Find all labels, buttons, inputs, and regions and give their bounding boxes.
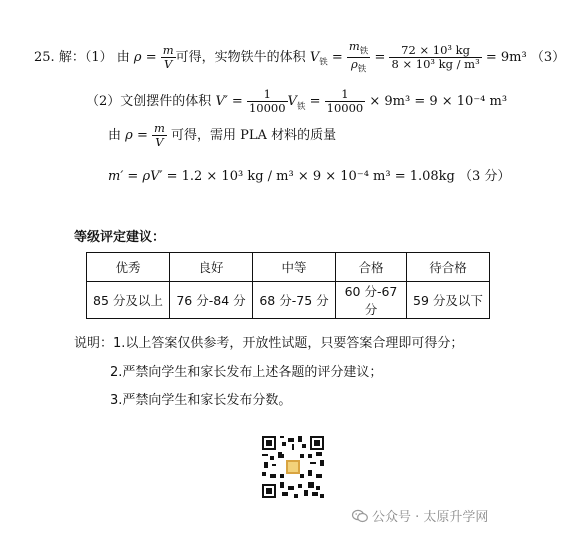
grade-range: 85 分及以上 (87, 282, 170, 319)
part2-line2-text: 可得，需用 PLA 材料的质量 (171, 128, 337, 144)
q25-part2-line2: 由 ρ = $\frac{m}{V}$ 可得，需用 PLA 材料的质量 (108, 121, 337, 150)
grading-table (86, 252, 490, 319)
grade-header: 良好 (170, 253, 253, 282)
part2-result: × 9m³ = 9 × 10⁻⁴ m³ (369, 94, 508, 110)
part1-marker: （1） (84, 50, 113, 66)
answer-label: 解： (58, 50, 85, 66)
grade-range: 59 分及以下 (407, 282, 490, 319)
grading-heading: 等级评定建议： (74, 230, 166, 245)
note-line-1: 说明：1.以上答案仅供参考，开放性试题，只要答案合理即可得分； (74, 336, 464, 351)
note-line-3: 3.严禁向学生和家长发布分数。 (110, 393, 292, 408)
part2-mass-result: = 1.2 × 10³ kg / m³ × 9 × 10⁻⁴ m³ = 1.08kg （3 分） (166, 169, 511, 184)
part1-numerator: 72 × 10³ kg (389, 44, 481, 58)
grade-header: 优秀 (87, 253, 170, 282)
part2-marker: （2） (86, 94, 121, 110)
part1-score: （3） (530, 50, 565, 66)
part1-intro: 由 (116, 50, 130, 66)
q25-part2-line1: （2）文创摆件的体积 V′ = $\frac{1}{10000}$ $V_铁$ = $\frac{1}{10000}$ × 9m³ = 9 × 10⁻⁴ m³ (86, 87, 508, 116)
grade-range: 60 分-67 分 (336, 282, 407, 319)
grade-range: 76 分-84 分 (170, 282, 253, 319)
part1-text: 可得，实物铁牛的体积 (175, 50, 306, 66)
grade-header: 中等 (253, 253, 336, 282)
part2-line2-intro: 由 (108, 128, 122, 144)
qr-code[interactable] (262, 436, 324, 498)
q25-part1-line: 25. 解：（1） 由 ρ = $\frac{m}{V}$ 可得，实物铁牛的体积 $V_铁$ = $\frac{m_铁}{\rho_铁}$ = $\frac{\text{72 × 10³ kg}}{\text{8 × 10³ kg / m³}}$ = 9m³ （3） (34, 39, 565, 75)
grading-range-row (87, 282, 490, 319)
grade-header: 待合格 (407, 253, 490, 282)
wechat-icon (352, 509, 368, 523)
part1-denominator: 8 × 10³ kg / m³ (391, 57, 480, 72)
note-line-2: 2.严禁向学生和家长发布上述各题的评分建议； (110, 365, 383, 380)
grading-header-row (87, 253, 490, 282)
grade-header: 合格 (336, 253, 407, 282)
grade-range: 68 分-75 分 (253, 282, 336, 319)
question-number: 25. (34, 50, 55, 66)
part2-text: 文创摆件的体积 (120, 94, 212, 110)
watermark-text: 公众号 · 太原升学网 (372, 510, 489, 525)
qr-code-image (262, 436, 324, 498)
watermark (352, 506, 488, 525)
part1-result: = 9m³ (485, 50, 527, 66)
q25-part2-line3: m′ = ρV′ = 1.2 × 10³ kg / m³ × 9 × 10⁻⁴ m³ = 1.08kg （3 分） (108, 169, 511, 184)
